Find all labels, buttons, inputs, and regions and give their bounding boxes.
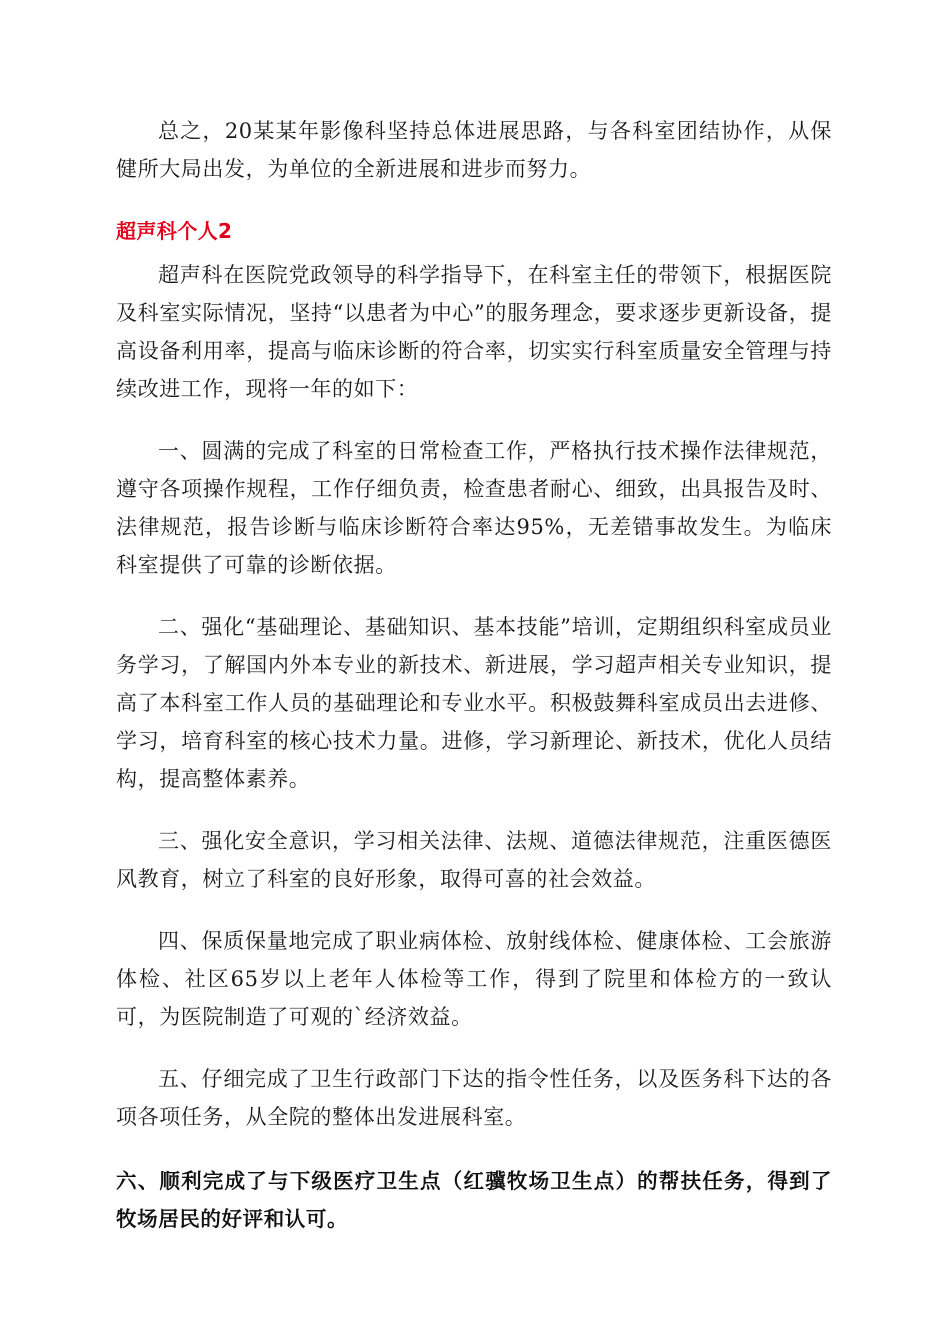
item-5-paragraph: 五、仔细完成了卫生行政部门下达的指令性任务，以及医务科下达的各项各项任务，从全院的整体出发进展科室。 (116, 1067, 832, 1129)
item-6-paragraph: 六、顺利完成了与下级医疗卫生点（红骥牧场卫生点）的帮扶任务，得到了牧场居民的好评和认可。 (116, 1169, 832, 1231)
item-2-paragraph: 二、强化“基础理论、基础知识、基本技能”培训，定期组织科室成员业务学习，了解国内外本专业的新技术、新进展，学习超声相关专业知识，提高了本科室工作人员的基础理论和专业水平。积极鼓舞科室成员出去进修、学习，培育科室的核心技术力量。进修，学习新理论、新技术，优化人员结构，提高整体素养。 (116, 615, 832, 791)
section-heading: 超声科个人2 (116, 219, 233, 243)
item-4-paragraph: 四、保质保量地完成了职业病体检、放射线体检、健康体检、工会旅游体检、社区65岁以上老年人体检等工作，得到了院里和体检方的一致认可，为医院制造了可观的`经济效益。 (116, 929, 832, 1029)
overview-paragraph: 超声科在医院党政领导的科学指导下，在科室主任的带领下，根据医院及科室实际情况，坚持“以患者为中心”的服务理念，要求逐步更新设备，提高设备利用率，提高与临床诊断的符合率，切实实行科室质量安全管理与持续改进工作，现将一年的如下： (116, 263, 832, 401)
intro-paragraph: 总之，20某某年影像科坚持总体进展思路，与各科室团结协作，从保健所大局出发，为单位的全新进展和进步而努力。 (116, 119, 832, 181)
item-1-paragraph: 一、圆满的完成了科室的日常检查工作，严格执行技术操作法律规范，遵守各项操作规程，工作仔细负责，检查患者耐心、细致，出具报告及时、法律规范，报告诊断与临床诊断符合率达95%，无差错事故发生。为临床科室提供了可靠的诊断依据。 (116, 439, 832, 577)
item-3-paragraph: 三、强化安全意识，学习相关法律、法规、道德法律规范，注重医德医风教育，树立了科室的良好形象，取得可喜的社会效益。 (116, 829, 832, 891)
